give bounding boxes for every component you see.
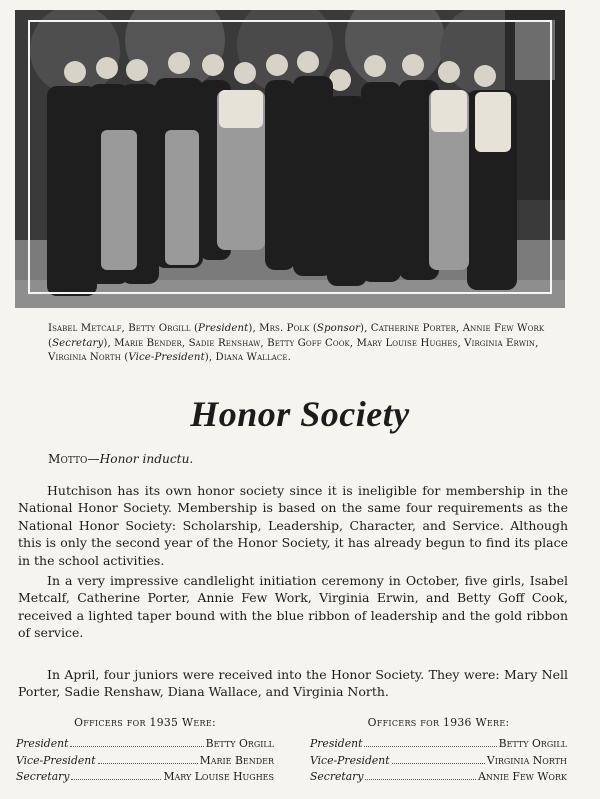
leader-dots: [98, 763, 198, 764]
caption-role-president: President: [198, 323, 249, 334]
officer-role: President: [310, 737, 363, 750]
caption-text: ), Mrs. Polk (: [248, 323, 317, 334]
caption-role-sponsor: Sponsor: [316, 323, 361, 334]
officer-name: Marie Bender: [199, 753, 274, 767]
officer-role: Vice-President: [310, 753, 390, 767]
officers-1935-title: Officers for 1935 Were:: [74, 716, 216, 729]
officer-row: [16, 769, 274, 786]
caption-text: ), Marie Bender, Sadie Renshaw, Betty Goff Cook, Mary Louise Hughes, Virginia Erwin, Virginia North (: [48, 337, 539, 364]
group-photo: [15, 10, 565, 308]
caption-role-secretary: Secretary: [52, 337, 104, 349]
officer-name: Virginia North: [486, 753, 567, 767]
officers-1935: [16, 716, 274, 786]
leader-dots: [71, 779, 161, 780]
officer-role: President: [16, 737, 69, 750]
caption-role-vice-president: Vice-President: [128, 352, 205, 364]
caption-text: ), Diana Wallace.: [204, 352, 291, 364]
paragraph-juniors: In April, four juniors were received into the Honor Society. They were: Mary Nell Porter, Sadie Renshaw, Diana Wallace, and Virginia North.: [18, 667, 568, 700]
officer-row: [310, 736, 567, 753]
paragraph-initiation: In a very impressive candlelight initiation ceremony in October, five girls, Isabel Metcalf, Catherine Porter, Annie Few Work, Virginia Erwin, and Betty Goff Cook, received a lighted taper bound with the blue ribbon of leadership and the gold ribbon of service.: [18, 573, 568, 641]
officer-name: Betty Orgill: [498, 737, 567, 750]
leader-dots: [392, 763, 485, 764]
motto-dash: —: [87, 452, 100, 466]
officer-row: [16, 736, 274, 753]
leader-dots: [365, 779, 476, 780]
paragraph-intro: Hutchison has its own honor society since it is ineligible for membership in the National Honor Society. Membership is based on the same four requirements as the National Honor Society: Scholarship, Leadership, Character, and Service. Although this is only the second year of the Honor Society, it has already begun to find its place in the school activities.: [18, 483, 568, 568]
leader-dots: [364, 746, 496, 747]
caption-text: ), Catherine Porter, Annie Few Work (: [48, 323, 545, 349]
officer-row: [16, 753, 274, 770]
page-title: Honor Society: [190, 394, 410, 434]
officer-role: Vice-President: [16, 753, 96, 767]
motto-label: Motto: [48, 452, 88, 466]
officer-role: Secretary: [16, 770, 70, 783]
officers-1936-title: Officers for 1936 Were:: [367, 716, 510, 729]
officers-1936: [310, 716, 567, 786]
caption-text: Isabel Metcalf, Betty Orgill (: [48, 323, 199, 334]
motto: [48, 452, 193, 466]
leader-dots: [70, 746, 203, 747]
officer-row: [310, 753, 567, 770]
officer-name: Annie Few Work: [478, 770, 567, 783]
officer-row: [310, 769, 567, 786]
photo-border: [28, 20, 552, 294]
officer-role: Secretary: [310, 770, 364, 783]
motto-text: Honor inductu.: [99, 452, 194, 466]
photo-caption: [48, 322, 558, 366]
officer-name: Betty Orgill: [205, 737, 274, 750]
officer-name: Mary Louise Hughes: [163, 770, 274, 783]
